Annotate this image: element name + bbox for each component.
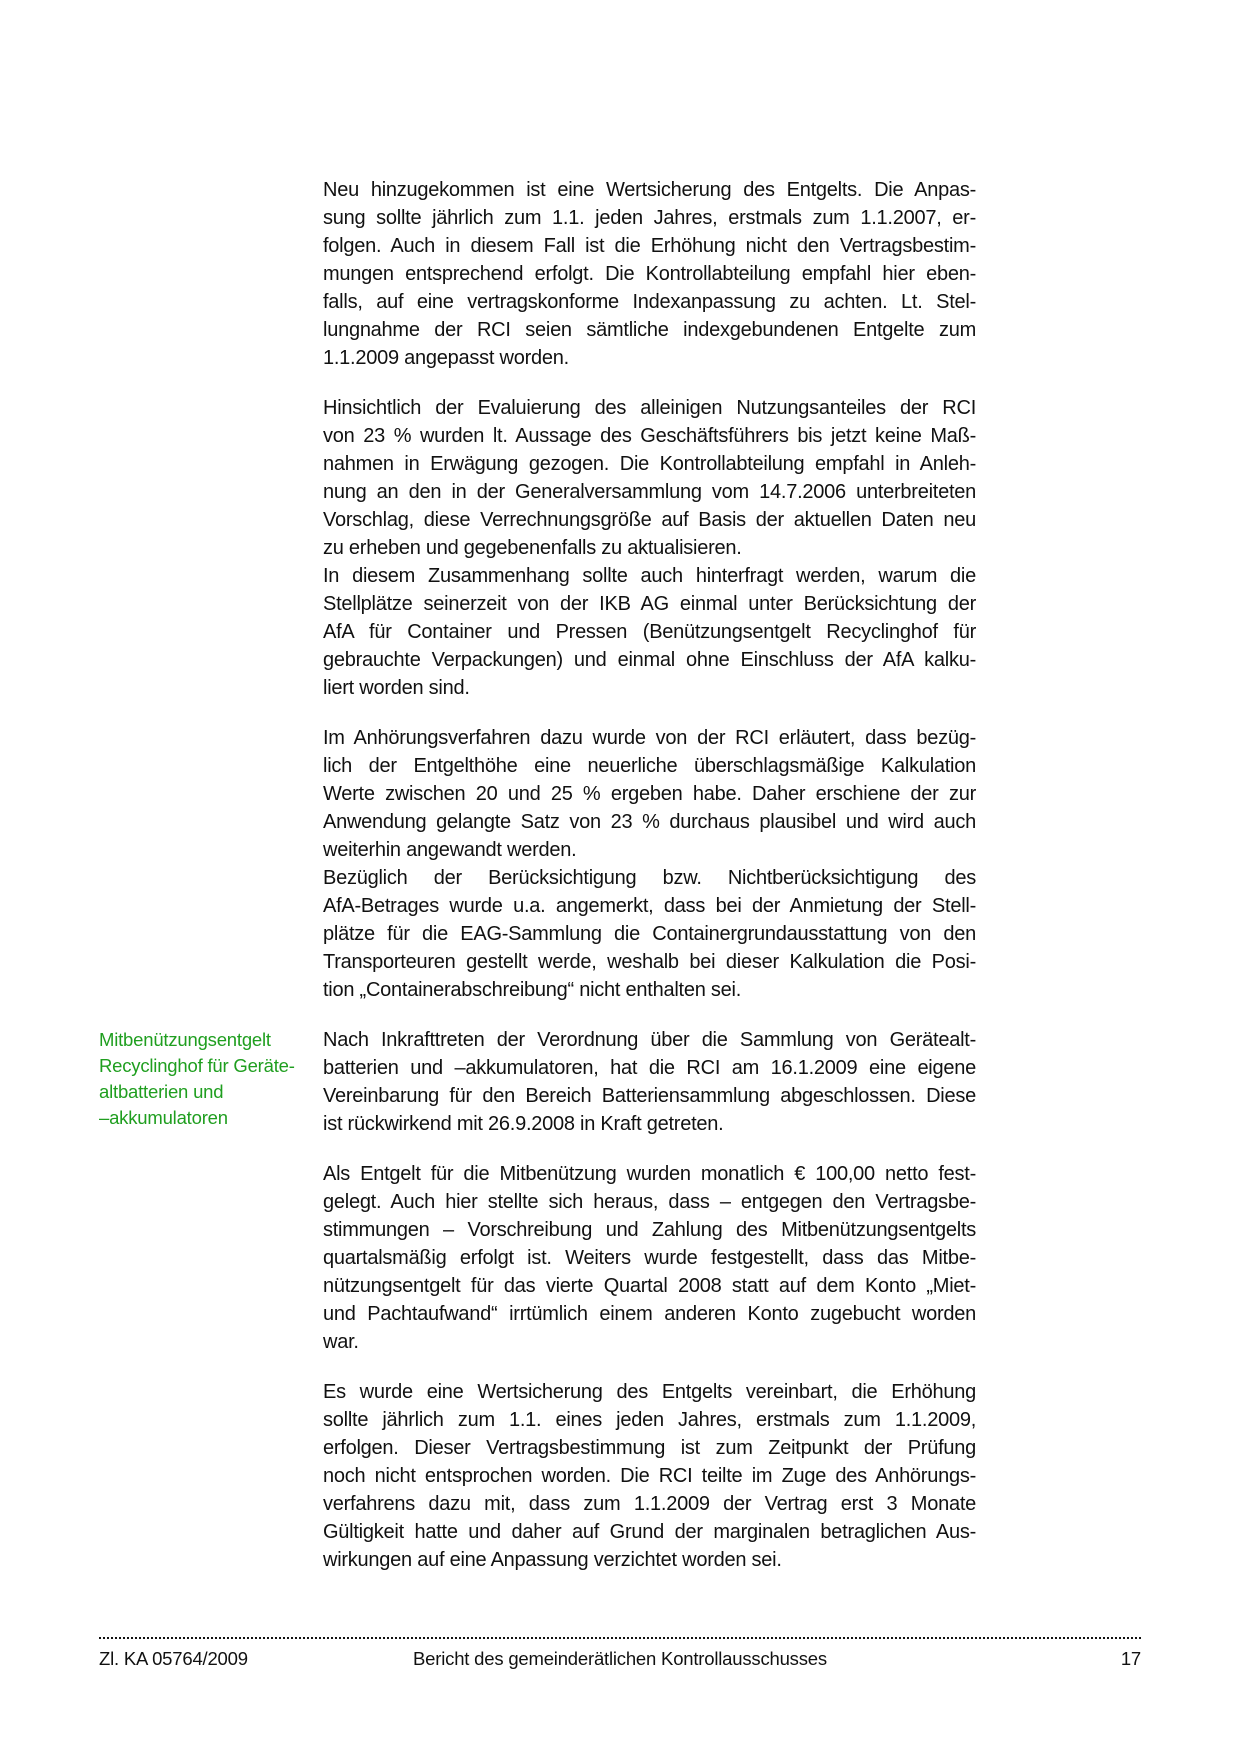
paragraph	[323, 562, 976, 702]
text-line: Vorschlag, diese Verrechnungsgröße auf Basis der aktuellen Daten neu	[323, 509, 976, 531]
text-line: gelegt. Auch hier stellte sich heraus, dass – entgegen den Vertragsbe-	[323, 1191, 976, 1213]
text-line: folgen. Auch in diesem Fall ist die Erhöhung nicht den Vertragsbestim-	[323, 235, 976, 257]
text-line: sung sollte jährlich zum 1.1. jeden Jahres, erstmals zum 1.1.2007, er-	[323, 207, 976, 229]
text-line: erfolgen. Dieser Vertragsbestimmung ist zum Zeitpunkt der Prüfung	[323, 1437, 976, 1459]
text-line: war.	[323, 1331, 359, 1353]
paragraph-block	[323, 394, 976, 702]
text-line: nützungsentgelt für das vierte Quartal 2008 statt auf dem Konto „Miet-	[323, 1275, 976, 1297]
text-line: stimmungen – Vorschreibung und Zahlung des Mitbenützungsentgelts	[323, 1219, 976, 1241]
text-line: falls, auf eine vertragskonforme Indexanpassung zu achten. Lt. Stel-	[323, 291, 976, 313]
paragraph	[323, 724, 976, 864]
text-line: weiterhin angewandt werden.	[323, 839, 577, 861]
text-line: plätze für die EAG-Sammlung die Containergrundausstattung von den	[323, 923, 976, 945]
paragraph	[323, 394, 976, 562]
body-text-column	[323, 176, 976, 1596]
margin-note-line: –akkumulatoren	[99, 1107, 228, 1128]
text-line: und Pachtaufwand“ irrtümlich einem anderen Konto zugebucht worden	[323, 1303, 976, 1325]
margin-note	[99, 1027, 317, 1131]
text-line: Als Entgelt für die Mitbenützung wurden monatlich € 100,00 netto fest-	[323, 1163, 976, 1185]
text-line: lich der Entgelthöhe eine neuerliche überschlagsmäßige Kalkulation	[323, 755, 976, 777]
paragraph-block	[323, 1026, 976, 1138]
text-line: Gültigkeit hatte und daher auf Grund der marginalen betraglichen Aus-	[323, 1521, 976, 1543]
text-line: Neu hinzugekommen ist eine Wertsicherung des Entgelts. Die Anpas-	[323, 179, 976, 201]
text-line: In diesem Zusammenhang sollte auch hinterfragt werden, warum die	[323, 565, 976, 587]
paragraph	[323, 1026, 976, 1138]
text-line: nahmen in Erwägung gezogen. Die Kontrollabteilung empfahl in Anleh-	[323, 453, 976, 475]
paragraph	[323, 1160, 976, 1356]
paragraph	[323, 1378, 976, 1574]
footer-title: Bericht des gemeinderätlichen Kontrollausschusses	[413, 1648, 827, 1669]
text-line: Anwendung gelangte Satz von 23 % durchaus plausibel und wird auch	[323, 811, 976, 833]
text-line: Es wurde eine Wertsicherung des Entgelts vereinbart, die Erhöhung	[323, 1381, 976, 1403]
text-line: verfahrens dazu mit, dass zum 1.1.2009 der Vertrag erst 3 Monate	[323, 1493, 976, 1515]
text-line: batterien und –akkumulatoren, hat die RCI am 16.1.2009 eine eigene	[323, 1057, 976, 1079]
text-line: Hinsichtlich der Evaluierung des alleinigen Nutzungsanteiles der RCI	[323, 397, 976, 419]
text-line: nung an den in der Generalversammlung vom 14.7.2006 unterbreiteten	[323, 481, 976, 503]
text-line: Im Anhörungsverfahren dazu wurde von der RCI erläutert, dass bezüg-	[323, 727, 976, 749]
margin-note-line: Mitbenützungsentgelt	[99, 1029, 271, 1050]
text-line: lungnahme der RCI seien sämtliche indexgebundenen Entgelte zum	[323, 319, 976, 341]
text-line: quartalsmäßig erfolgt ist. Weiters wurde festgestellt, dass das Mitbe-	[323, 1247, 976, 1269]
text-line: tion „Containerabschreibung“ nicht enthalten sei.	[323, 979, 742, 1001]
margin-note-line: altbatterien und	[99, 1081, 224, 1102]
paragraph-block	[323, 724, 976, 1004]
text-line: Vereinbarung für den Bereich Batteriensammlung abgeschlossen. Diese	[323, 1085, 976, 1107]
text-line: ist rückwirkend mit 26.9.2008 in Kraft getreten.	[323, 1113, 724, 1135]
text-line: Bezüglich der Berücksichtigung bzw. Nichtberücksichtigung des	[323, 867, 976, 889]
text-line: AfA für Container und Pressen (Benützungsentgelt Recyclinghof für	[323, 621, 976, 643]
paragraph-block	[323, 1160, 976, 1356]
text-line: mungen entsprechend erfolgt. Die Kontrollabteilung empfahl hier eben-	[323, 263, 976, 285]
text-line: gebrauchte Verpackungen) und einmal ohne Einschluss der AfA kalku-	[323, 649, 976, 671]
text-line: Nach Inkrafttreten der Verordnung über die Sammlung von Gerätealt-	[323, 1029, 976, 1051]
text-line: Transporteuren gestellt werde, weshalb bei dieser Kalkulation die Posi-	[323, 951, 976, 973]
text-line: von 23 % wurden lt. Aussage des Geschäftsführers bis jetzt keine Maß-	[323, 425, 976, 447]
paragraph-block	[323, 176, 976, 372]
paragraph-block	[323, 1378, 976, 1574]
paragraph	[323, 176, 976, 372]
text-line: sollte jährlich zum 1.1. eines jeden Jahres, erstmals zum 1.1.2009,	[323, 1409, 976, 1431]
footer-reference: Zl. KA 05764/2009	[99, 1648, 248, 1669]
text-line: zu erheben und gegebenenfalls zu aktualisieren.	[323, 537, 742, 559]
footer-page-number: 17	[1120, 1648, 1141, 1669]
paragraph	[323, 864, 976, 1004]
text-line: liert worden sind.	[323, 677, 470, 699]
text-line: noch nicht entsprochen worden. Die RCI teilte im Zuge des Anhörungs-	[323, 1465, 976, 1487]
text-line: wirkungen auf eine Anpassung verzichtet worden sei.	[323, 1549, 782, 1571]
text-line: 1.1.2009 angepasst worden.	[323, 347, 569, 369]
text-line: AfA-Betrages wurde u.a. angemerkt, dass bei der Anmietung der Stell-	[323, 895, 976, 917]
margin-note-line: Recyclinghof für Geräte-	[99, 1055, 295, 1076]
footer-divider	[99, 1637, 1141, 1639]
page-footer	[99, 1647, 1141, 1671]
text-line: Stellplätze seinerzeit von der IKB AG einmal unter Berücksichtung der	[323, 593, 976, 615]
text-line: Werte zwischen 20 und 25 % ergeben habe. Daher erschiene der zur	[323, 783, 976, 805]
